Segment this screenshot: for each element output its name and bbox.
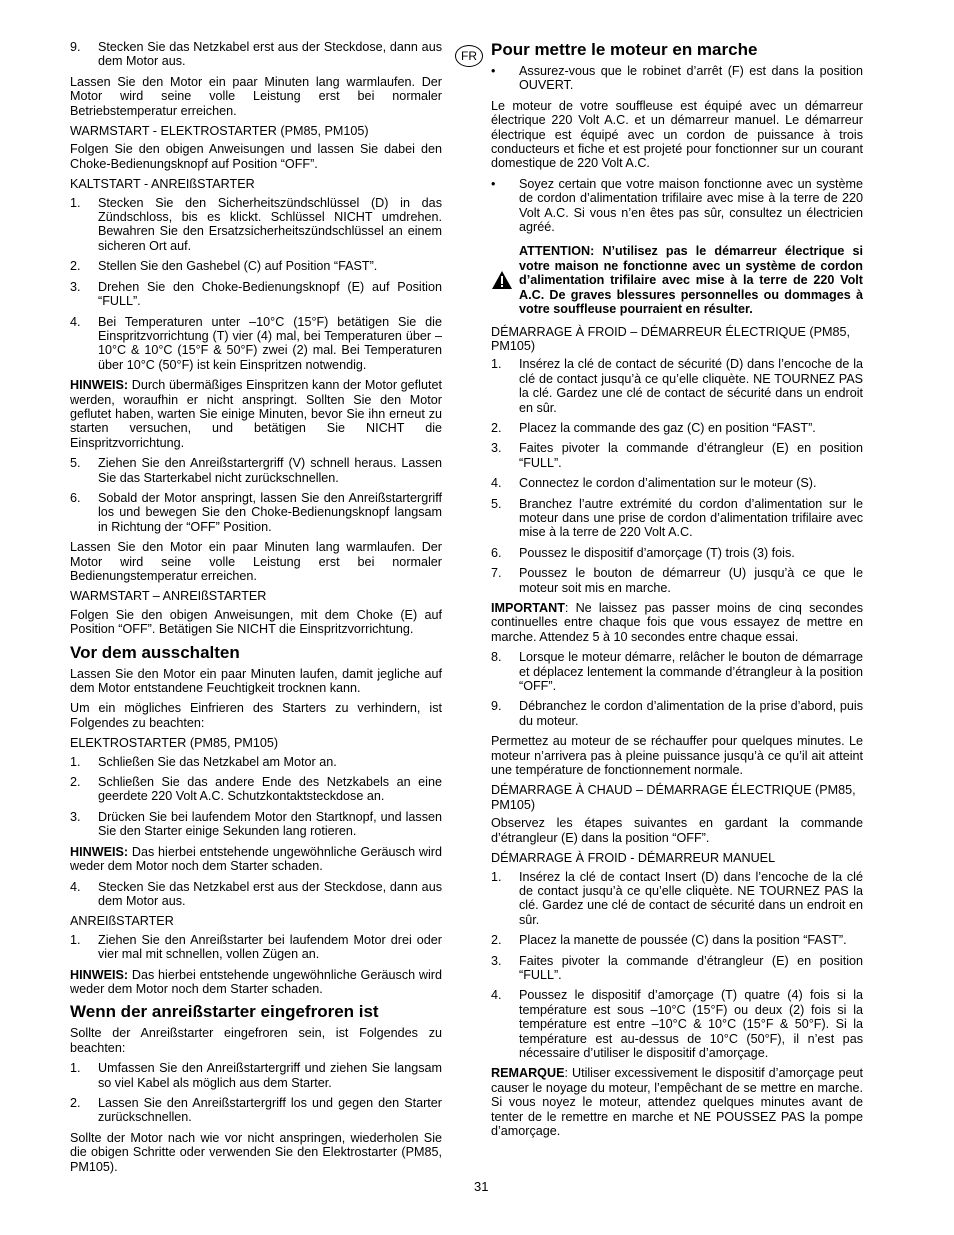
- list-text: Poussez le dispositif d’amorçage (T) trois (3) fois.: [519, 545, 795, 560]
- warning-triangle-icon: [491, 244, 519, 316]
- list-number: 4.: [70, 314, 81, 329]
- list-text: Bei Temperaturen unter –10°C (15°F) betätigen Sie die Einspritzvorrichtung (T) vier (4) mal, bei Temperaturen über –10°C & 10°C (15°F & 50°F) zwei (2) mal. Bei Temperaturen über 10°C (50°F) ist kein Einspritzen notwendig.: [98, 314, 442, 372]
- list-item: [70, 775, 442, 804]
- list-item: [491, 421, 863, 435]
- list-number: 8.: [491, 650, 502, 665]
- list-item: [491, 933, 863, 947]
- list-item: [70, 259, 442, 273]
- list-number: 2.: [70, 775, 81, 790]
- paragraph: Lassen Sie den Motor ein paar Minuten lang warmlaufen. Der Motor wird seine volle Leistung erst bei normaler Bedienungstemperatur erreichen.: [70, 540, 442, 583]
- list-number: 6.: [491, 545, 502, 560]
- list-number: 5.: [491, 496, 502, 511]
- note-paragraph: HINWEIS: Durch übermäßiges Einspritzen kann der Motor geflutet werden, woraufhin er nicht anspringt. Sollten Sie den Motor geflutet haben, warten Sie einige Minuten, bevor Sie ihn erneut zu starten versuchen, und betätigen Sie NICHT die Einspritzvorrichtung.: [70, 378, 442, 450]
- list-item: [70, 280, 442, 309]
- list-number: 7.: [491, 566, 502, 581]
- list-number: 3.: [70, 279, 81, 294]
- list-number: 2.: [491, 420, 502, 435]
- list: [491, 870, 863, 1061]
- list-text: Placez la manette de poussée (C) dans la position “FAST”.: [519, 933, 847, 948]
- right-column: [491, 40, 863, 1144]
- list-item: [491, 870, 863, 928]
- list-item: [491, 497, 863, 540]
- list-number: 1.: [70, 195, 81, 210]
- list-text: Lorsque le moteur démarre, relâcher le bouton de démarrage et déplacez lentement la commande d’étrangleur à la position “OFF”.: [519, 650, 863, 694]
- list-item: [491, 988, 863, 1060]
- paragraph: Sollte der Anreißstarter eingefroren sein, ist Folgendes zu beachten:: [70, 1026, 442, 1055]
- warning-block: ATTENTION: N’utilisez pas le démarreur électrique si votre maison ne fonctionne avec un système de cordon d’alimentation trifilaire avec mise à la terre de 220 Volt A.C. De graves blessures personnelles ou dommages à votre souffleuse pourraient en résulter.: [491, 244, 863, 316]
- paragraph: Observez les étapes suivantes en gardant la commande d’étrangleur (E) dans la position “OFF”.: [491, 816, 863, 845]
- list-number: 2.: [70, 1095, 81, 1110]
- list-item: 9. Stecken Sie das Netzkabel erst aus der Steckdose, dann aus dem Motor aus.: [70, 40, 442, 69]
- list-text: Insérez la clé de contact Insert (D) dans l’encoche de la clé de contact jusqu’à ce qu’elle cliquète. NE TOURNEZ PAS la clé. Gardez une clé de contact de sécurité dans un endroit en sûr.: [519, 869, 863, 927]
- list-number: 3.: [491, 441, 502, 456]
- list-number: 2.: [491, 933, 502, 948]
- paragraph: Lassen Sie den Motor ein paar Minuten lang warmlaufen. Der Motor wird seine volle Leistung erst bei normaler Betriebstemperatur erreichen.: [70, 74, 442, 118]
- bullet-icon: •: [491, 64, 496, 78]
- list-item: [491, 546, 863, 560]
- list-text: Lassen Sie den Anreißstartergriff los und gegen den Starter zurückschnellen.: [98, 1095, 442, 1125]
- list: [491, 357, 863, 595]
- list-item: [491, 954, 863, 983]
- list-item: [491, 650, 863, 693]
- note-paragraph: REMARQUE: Utiliser excessivement le dispositif d’amorçage peut causer le noyage du moteur, l’empêchant de se mettre en marche. Si vous noyez le moteur, attendez quelques minutes avant de tenter de le remettre en marche et NE POUSSEZ PAS la pompe d’amorçage.: [491, 1066, 863, 1138]
- list-item: [491, 441, 863, 470]
- list-text: Umfassen Sie den Anreißstartergriff und ziehen Sie langsam so viel Kabel als möglich aus dem Starter.: [98, 1061, 442, 1090]
- paragraph: Permettez au moteur de se réchauffer pour quelques minutes. Le moteur n’arrivera pas à pleine puissance jusqu’à ce qu’il ait atteint une température de fonctionnement normale.: [491, 734, 863, 778]
- paragraph: Le moteur de votre souffleuse est équipé avec un démarreur électrique 220 Volt A.C. et un démarreur manuel. Le démarreur électrique est équipé avec un cordon de puissance à trois conducteurs et fiche et est projeté pour fonctionner sur un courant domestique de 220 Volt A.C.: [491, 98, 863, 171]
- subheading: DÉMARRAGE À FROID - DÉMARREUR MANUEL: [491, 851, 776, 866]
- list-item: [70, 755, 442, 769]
- list-text: Drücken Sie bei laufendem Motor den Startknopf, und lassen Sie den Starter einige Sekunden lang rotieren.: [98, 809, 442, 839]
- list-number: 1.: [491, 869, 502, 884]
- subheading: WARMSTART – ANREIßSTARTER: [70, 589, 267, 604]
- list-item: [70, 491, 442, 534]
- subheading: KALTSTART - ANREIßSTARTER: [70, 177, 255, 192]
- list-text: Ziehen Sie den Anreißstartergriff (V) schnell heraus. Lassen Sie das Starterkabel nicht zurückschnellen.: [98, 456, 442, 485]
- list-text: Sobald der Motor anspringt, lassen Sie den Anreißstartergriff los und bewegen Sie den Choke-Bedienungsknopf langsam in Richtung der “OFF” Position.: [98, 490, 442, 534]
- list-text: Poussez le bouton de démarreur (U) jusqu’à ce que le moteur soit mis en marche.: [519, 566, 863, 595]
- list-text: Stellen Sie den Gashebel (C) auf Position “FAST”.: [98, 259, 378, 274]
- subheading: WARMSTART - ELEKTROSTARTER (PM85, PM105): [70, 124, 369, 139]
- language-badge: FR: [455, 45, 483, 67]
- left-column: [70, 40, 442, 1180]
- list-number: 5.: [70, 456, 81, 471]
- paragraph: Um ein mögliches Einfrieren des Starters zu verhindern, ist Folgendes zu beachten:: [70, 701, 442, 730]
- list-text: Placez la commande des gaz (C) en position “FAST”.: [519, 420, 816, 435]
- list-number: 4.: [491, 476, 502, 491]
- list-item: [491, 566, 863, 595]
- list-number: 9.: [491, 699, 502, 714]
- list-text: Connectez le cordon d’alimentation sur le moteur (S).: [519, 476, 817, 491]
- list-number: 3.: [70, 809, 81, 824]
- list-item: [70, 456, 442, 485]
- list-number: 1.: [70, 1061, 81, 1076]
- subheading: DÉMARRAGE À FROID – DÉMARREUR ÉLECTRIQUE (PM85, PM105): [491, 324, 850, 353]
- list-item: 4. Stecken Sie das Netzkabel erst aus der Steckdose, dann aus dem Motor aus.: [70, 879, 442, 908]
- list-item: [70, 315, 442, 373]
- paragraph: Folgen Sie den obigen Anweisungen, mit dem Choke (E) auf Position “OFF”. Betätigen Sie NICHT die Einspritzvorrichtung.: [70, 607, 442, 637]
- list-number: 3.: [491, 953, 502, 968]
- bullet-icon: •: [491, 176, 496, 191]
- list: [70, 196, 442, 372]
- list: [70, 456, 442, 534]
- note-paragraph: HINWEIS: Das hierbei entstehende ungewöhnliche Geräusch wird weder dem Motor noch dem Starter schaden.: [70, 967, 442, 996]
- list: [491, 650, 863, 728]
- list-number: 1.: [70, 754, 81, 769]
- list-text: Faites pivoter la commande d’étrangleur (E) en position “FULL”.: [519, 441, 863, 470]
- list: [70, 755, 442, 839]
- bullet-item: • Assurez-vous que le robinet d’arrêt (F) est dans la position OUVERT.: [491, 64, 863, 93]
- list-text: Débranchez le cordon d’alimentation de la prise d’abord, puis du moteur.: [519, 699, 863, 728]
- list-item: [70, 1096, 442, 1125]
- list-text: Poussez le dispositif d’amorçage (T) quatre (4) fois si la température est sous –10°C (15°F) ou deux (2) fois si la température est entre –10°C & 10°C (15°F & 50°F). Si la température est au-dessus de 10°C (50°F), il n’est pas nécessaire d’utiliser le dispositif d’amorçage.: [519, 988, 863, 1060]
- list-number: 6.: [70, 490, 81, 505]
- list-item: 1. Ziehen Sie den Anreißstarter bei laufendem Motor drei oder vier mal mit schnellen, vollen Zügen an.: [70, 932, 442, 962]
- list-item: [70, 1061, 442, 1090]
- list-text: Insérez la clé de contact de sécurité (D) dans l’encoche de la clé de contact jusqu’à ce qu’elle cliquète. NE TOURNEZ PAS la clé. Gardez une clé de contact de sécurité dans un endroit en sûr.: [519, 357, 863, 415]
- section-heading: Wenn der anreißstarter eingefroren ist: [70, 1002, 379, 1022]
- list-text: Schließen Sie das andere Ende des Netzkabels an eine geerdete 220 Volt A.C. Schutzkontaktsteckdose an.: [98, 775, 442, 804]
- subheading: ANREIßSTARTER: [70, 914, 174, 929]
- section-heading: Pour mettre le moteur en marche: [491, 40, 758, 59]
- page-number: 31: [474, 1179, 489, 1194]
- list-item: [70, 196, 442, 254]
- list-item: [70, 810, 442, 839]
- list-number: 4.: [491, 988, 502, 1003]
- list-text: Faites pivoter la commande d’étrangleur (E) en position “FULL”.: [519, 953, 863, 982]
- list-text: Stecken Sie den Sicherheitszündschlüssel (D) in das Zündschloss, bis es klickt. Schlüssel NICHT umdrehen. Bewahren Sie den Ersatzsicherheitszündschlüssel an einem sicheren Ort auf.: [98, 195, 442, 253]
- list-item: [491, 357, 863, 415]
- subheading: DÉMARRAGE À CHAUD – DÉMARRAGE ÉLECTRIQUE (PM85, PM105): [491, 783, 856, 812]
- list-item: [491, 476, 863, 490]
- list-item: [491, 699, 863, 728]
- section-heading: Vor dem ausschalten: [70, 642, 240, 662]
- list: [70, 1061, 442, 1125]
- subheading: ELEKTROSTARTER (PM85, PM105): [70, 736, 279, 751]
- list-number: 1.: [491, 357, 502, 372]
- paragraph: Folgen Sie den obigen Anweisungen und lassen Sie dabei den Choke-Bedienungsknopf auf Position “OFF”.: [70, 142, 442, 171]
- list-text: Drehen Sie den Choke-Bedienungsknopf (E) auf Position “FULL”.: [98, 279, 442, 309]
- list-text: Schließen Sie das Netzkabel am Motor an.: [98, 754, 337, 769]
- paragraph: Lassen Sie den Motor ein paar Minuten laufen, damit jegliche auf dem Motor entstandene Feuchtigkeit trocknen kann.: [70, 666, 442, 696]
- list-number: 2.: [70, 259, 81, 274]
- note-paragraph: IMPORTANT: Ne laissez pas passer moins de cinq secondes continuelles entre chaque fois que vous essayez de mettre en marche. Attendez 5 à 10 secondes entre chaque essai.: [491, 601, 863, 644]
- note-paragraph: HINWEIS: Das hierbei entstehende ungewöhnliche Geräusch wird weder dem Motor noch dem Starter schaden.: [70, 844, 442, 874]
- bullet-item: • Soyez certain que votre maison fonctionne avec un système de cordon d’alimentation trifilaire avec mise à la terre de 220 Volt A.C. Si vous n’en êtes pas sûr, consultez un électricien agréé.: [491, 176, 863, 235]
- list-text: Branchez l’autre extrémité du cordon d’alimentation sur le moteur dans une prise de cordon d’alimentation trifilaire avec mise à la terre de 220 Volt A.C.: [519, 496, 863, 540]
- paragraph: Sollte der Motor nach wie vor nicht anspringen, wiederholen Sie die obigen Schritte oder verwenden Sie den Elektrostarter (PM85, PM105).: [70, 1130, 442, 1174]
